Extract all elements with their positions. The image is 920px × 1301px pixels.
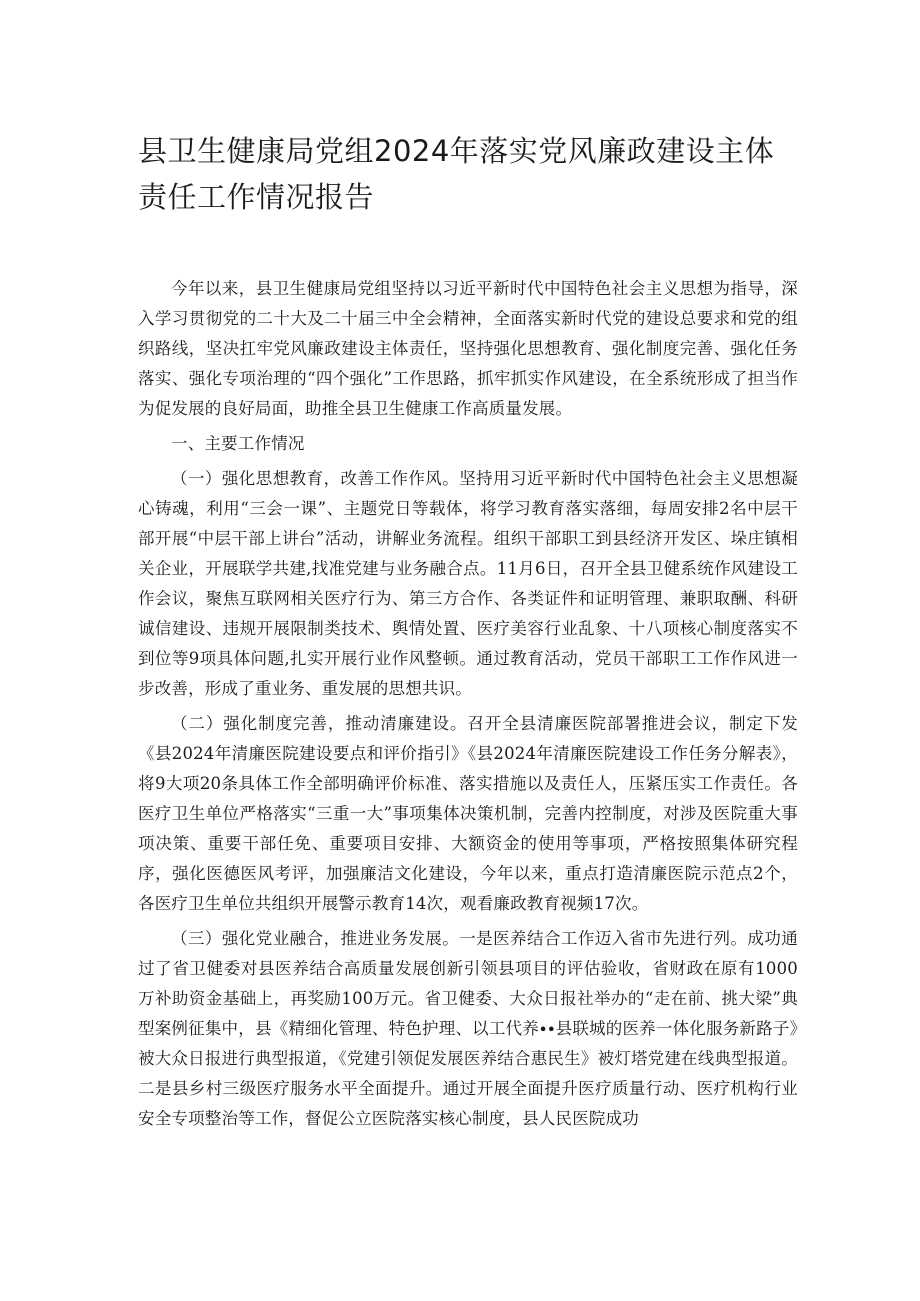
document-body <box>138 274 798 1139</box>
paragraph-party-business-integration: （三）强化党业融合，推进业务发展。一是医养结合工作迈入省市先进行列。成功通过了省卫健委对县医养结合高质量发展创新引领县项目的评估验收，省财政在原有1000万补助资金基础上，再奖励100万元。省卫健委、大众日报社举办的“走在前、挑大梁”典型案例征集中，县《精细化管理、特色护理、以工代养∙∙县联城的医养一体化服务新路子》被大众日报进行典型报道，《党建引领促发展医养结合惠民生》被灯塔党建在线典型报道。二是县乡村三级医疗服务水平全面提升。通过开展全面提升医疗质量行动、医疗机构行业安全专项整治等工作，督促公立医院落实核心制度，县人民医院成功 <box>138 929 798 1128</box>
document-title: 县卫生健康局党组2024年落实党风廉政建设主体责任工作情况报告 <box>138 134 775 214</box>
paragraph-system-improvement: （二）强化制度完善，推动清廉建设。召开全县清廉医院部署推进会议，制定下发《县2024年清廉医院建设要点和评价指引》《县2024年清廉医院建设工作任务分解表》，将9大项20条具体工作全部明确评价标准、落实措施以及责任人，压紧压实工作责任。各医疗卫生单位严格落实“三重一大”事项集体决策机制，完善内控制度，对涉及医院重大事项决策、重要干部任免、重要项目安排、大额资金的使用等事项，严格按照集体研究程序，强化医德医风考评，加强廉洁文化建设，今年以来，重点打造清廉医院示范点2个，各医疗卫生单位共组织开展警示教育14次，观看廉政教育视频17次。 <box>138 714 798 913</box>
section-heading-main-work: 一、主要工作情况 <box>171 434 305 453</box>
intro-paragraph: 今年以来，县卫生健康局党组坚持以习近平新时代中国特色社会主义思想为指导，深入学习贯彻党的二十大及二十届三中全会精神，全面落实新时代党的建设总要求和党的组织路线，坚决扛牢党风廉政建设主体责任，坚持强化思想教育、强化制度完善、强化任务落实、强化专项治理的“四个强化”工作思路，抓牢抓实作风建设，在全系统形成了担当作为促发展的良好局面，助推全县卫生健康工作高质量发展。 <box>138 279 798 418</box>
paragraph-ideological-education: （一）强化思想教育，改善工作作风。坚持用习近平新时代中国特色社会主义思想凝心铸魂，利用“三会一课”、主题党日等载体，将学习教育落实落细，每周安排2名中层干部开展“中层干部上讲台”活动，讲解业务流程。组织干部职工到县经济开发区、垛庄镇相关企业，开展联学共建,找准党建与业务融合点。11月6日，召开全县卫健系统作风建设工作会议，聚焦互联网相关医疗行为、第三方合作、各类证件和证明管理、兼职取酬、科研诚信建设、违规开展限制类技术、舆情处置、医疗美容行业乱象、十八项核心制度落实不到位等9项具体问题,扎实开展行业作风整顿。通过教育活动，党员干部职工工作作风进一步改善，形成了重业务、重发展的思想共识。 <box>138 469 798 698</box>
